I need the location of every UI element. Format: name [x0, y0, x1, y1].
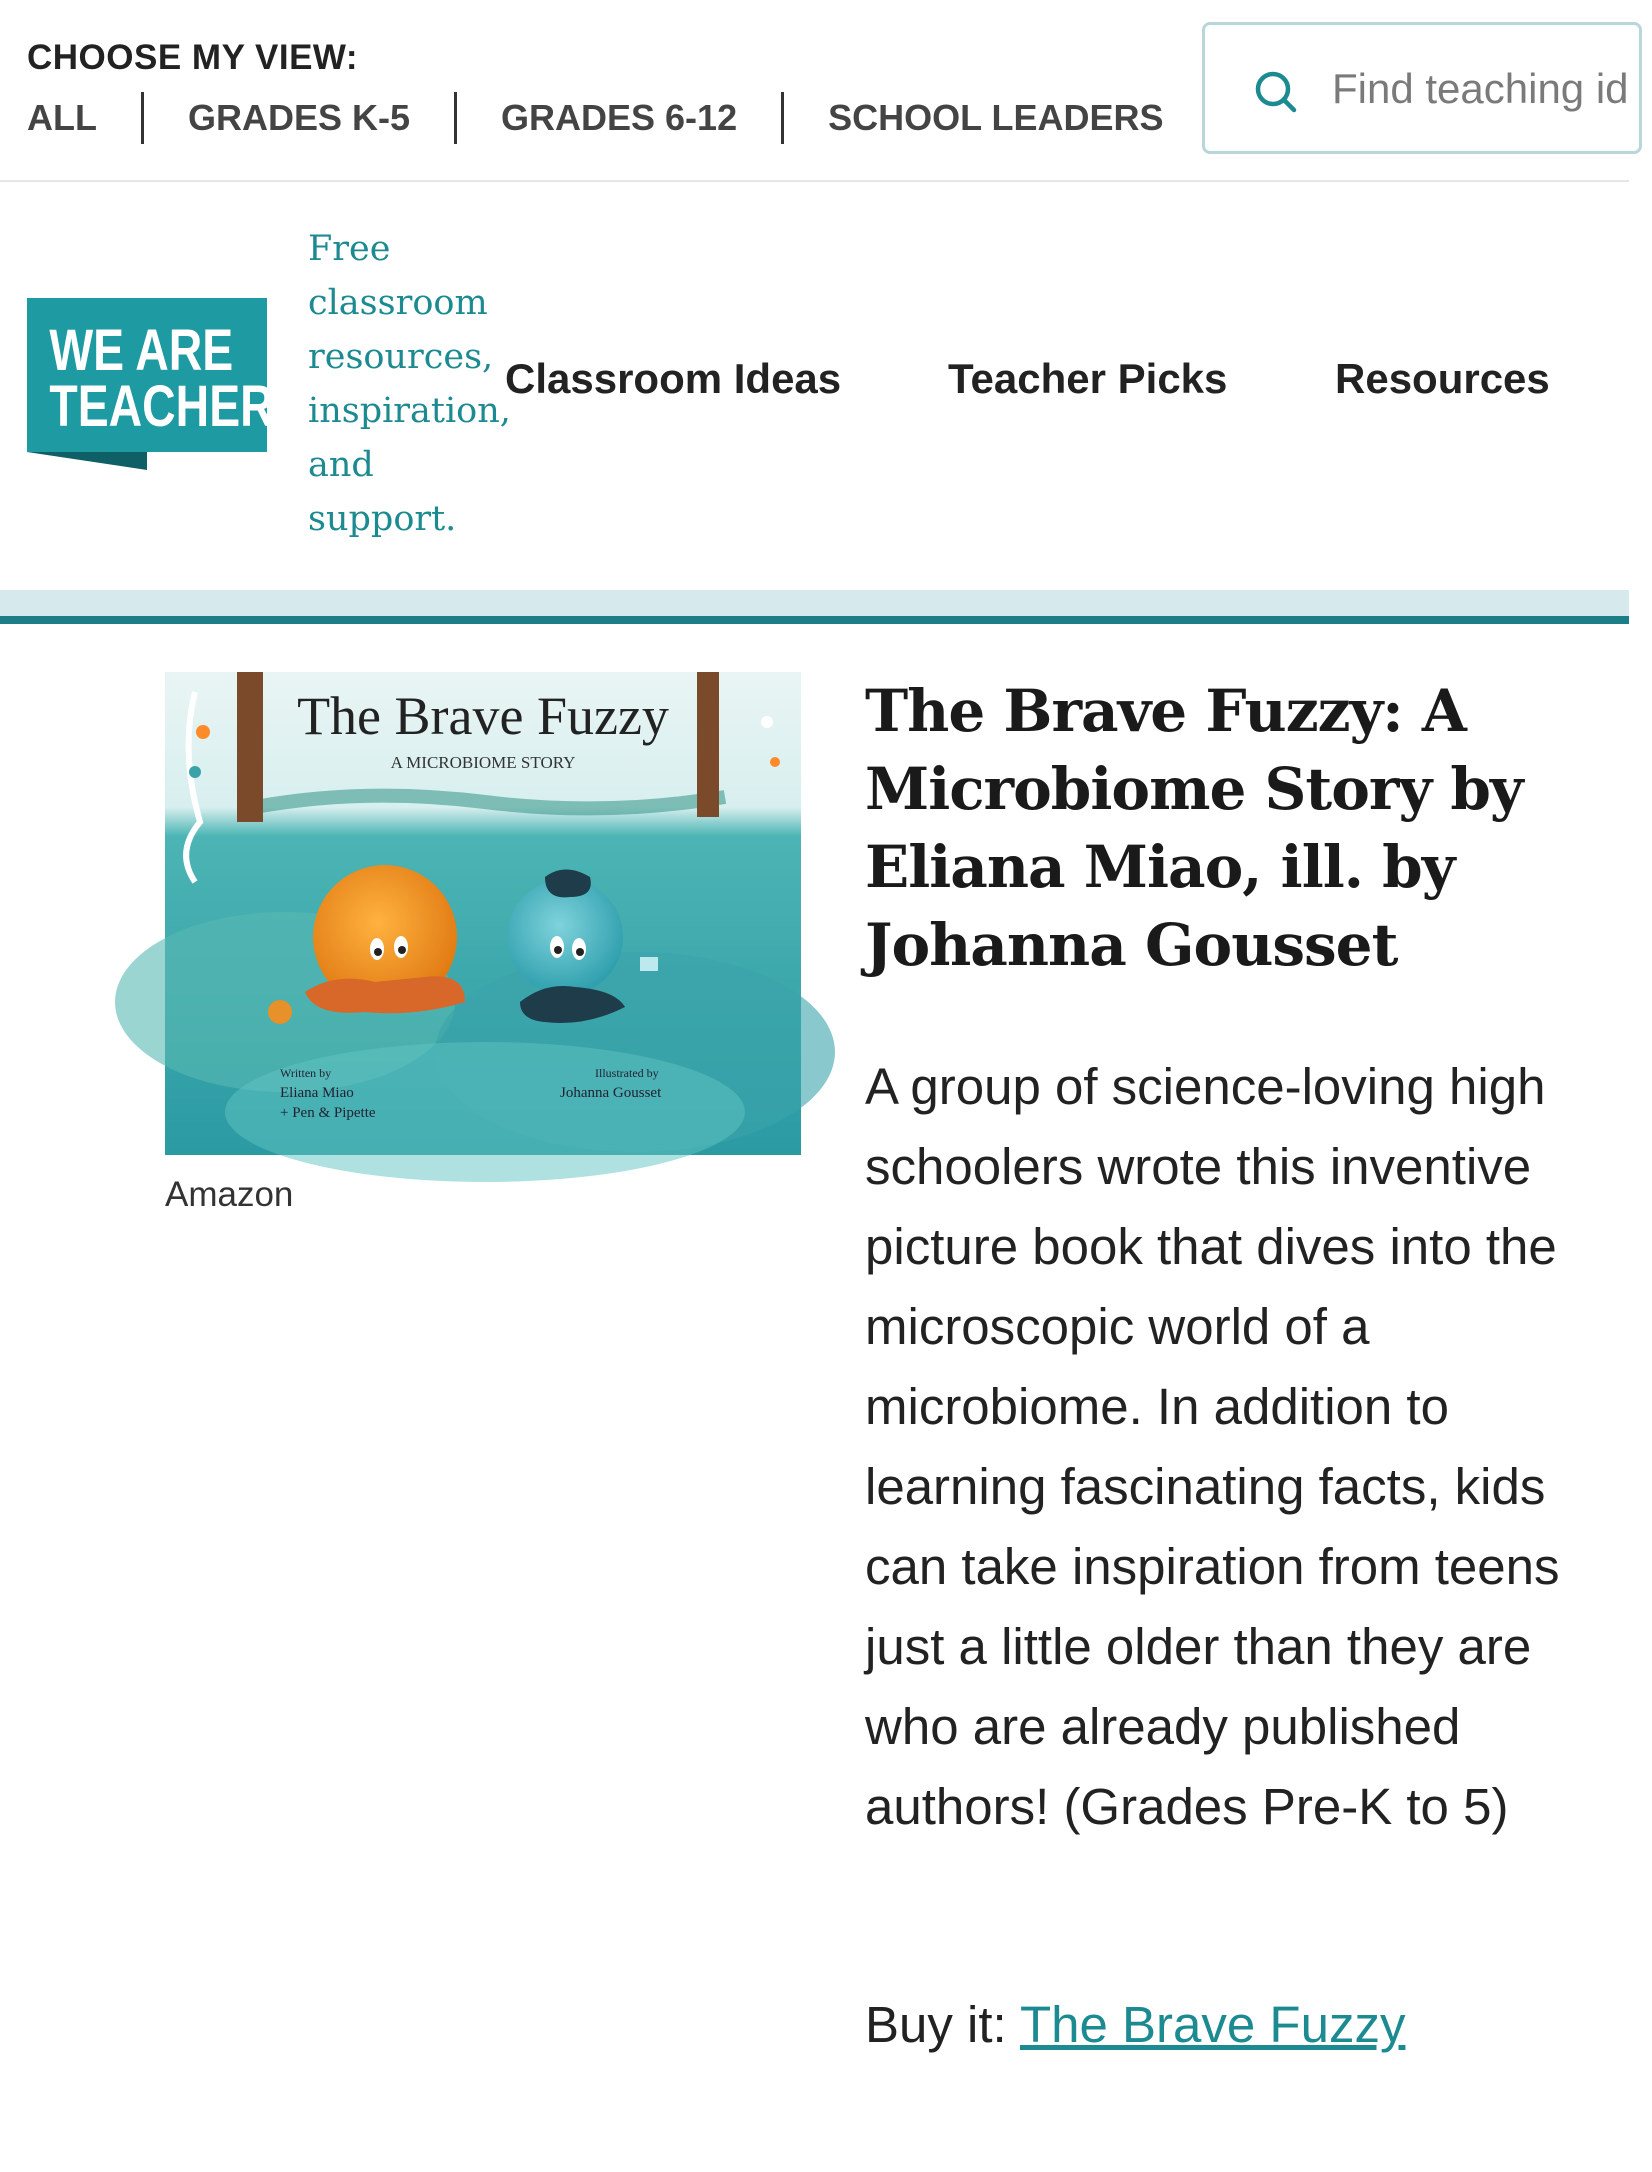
nav-classroom-ideas[interactable]: Classroom Ideas — [505, 355, 842, 402]
search-icon[interactable] — [1251, 67, 1299, 115]
header-divider — [0, 616, 1629, 624]
buy-it — [865, 1995, 1405, 2054]
cover-illustrator: Johanna Gousset — [560, 1085, 662, 1101]
buy-label: Buy it: — [865, 1996, 1007, 2053]
view-chooser-bar — [0, 0, 1629, 182]
nav-teacher-picks[interactable]: Teacher Picks — [948, 355, 1228, 402]
view-option-grades-6-12[interactable]: GRADES 6-12 — [501, 97, 738, 138]
cover-subtitle: A MICROBIOME STORY — [390, 753, 576, 772]
book-description: A group of science-loving high schoolers wrote this inventive picture book that dives into the microscopic world of a microbiome. In addition to learning fascinating facts, kids can take inspiration from teens just a little older than they are who are already published authors! (Grades Pre-K to 5) — [865, 1058, 1560, 1835]
search-input[interactable] — [1332, 59, 1652, 119]
view-chooser-label: CHOOSE MY VIEW: — [27, 38, 358, 77]
logo-line2: TEACHERS — [49, 374, 305, 440]
header-band — [0, 590, 1629, 616]
cover-author2: + Pen & Pipette — [280, 1105, 376, 1121]
buy-link[interactable]: The Brave Fuzzy — [1019, 1996, 1406, 2053]
view-chooser-links — [27, 92, 1207, 144]
cover-title: The Brave Fuzzy — [297, 686, 669, 746]
book-title: The Brave Fuzzy: A Microbiome Story by Eliana Miao, ill. by Johanna Gousset — [865, 677, 1523, 979]
search-box[interactable] — [1202, 22, 1642, 154]
cover-written-by-label: Written by — [280, 1066, 332, 1080]
view-option-school-leaders[interactable]: SCHOOL LEADERS — [828, 97, 1164, 138]
view-option-grades-k-5[interactable]: GRADES K-5 — [187, 97, 411, 138]
logo-line1: WE ARE — [49, 318, 234, 384]
book-cover-illustration — [165, 672, 801, 1155]
image-caption: Amazon — [165, 1175, 294, 1214]
site-tagline: Free classroom resources, inspiration, and support. — [308, 229, 511, 539]
cover-illustrated-by-label: Illustrated by — [595, 1066, 659, 1080]
cover-author: Eliana Miao — [280, 1085, 354, 1101]
view-option-all[interactable]: ALL — [27, 97, 97, 138]
nav-resources[interactable]: Resources — [1335, 355, 1550, 402]
book-cover-image[interactable] — [165, 672, 801, 1155]
logo-icon — [27, 298, 305, 470]
